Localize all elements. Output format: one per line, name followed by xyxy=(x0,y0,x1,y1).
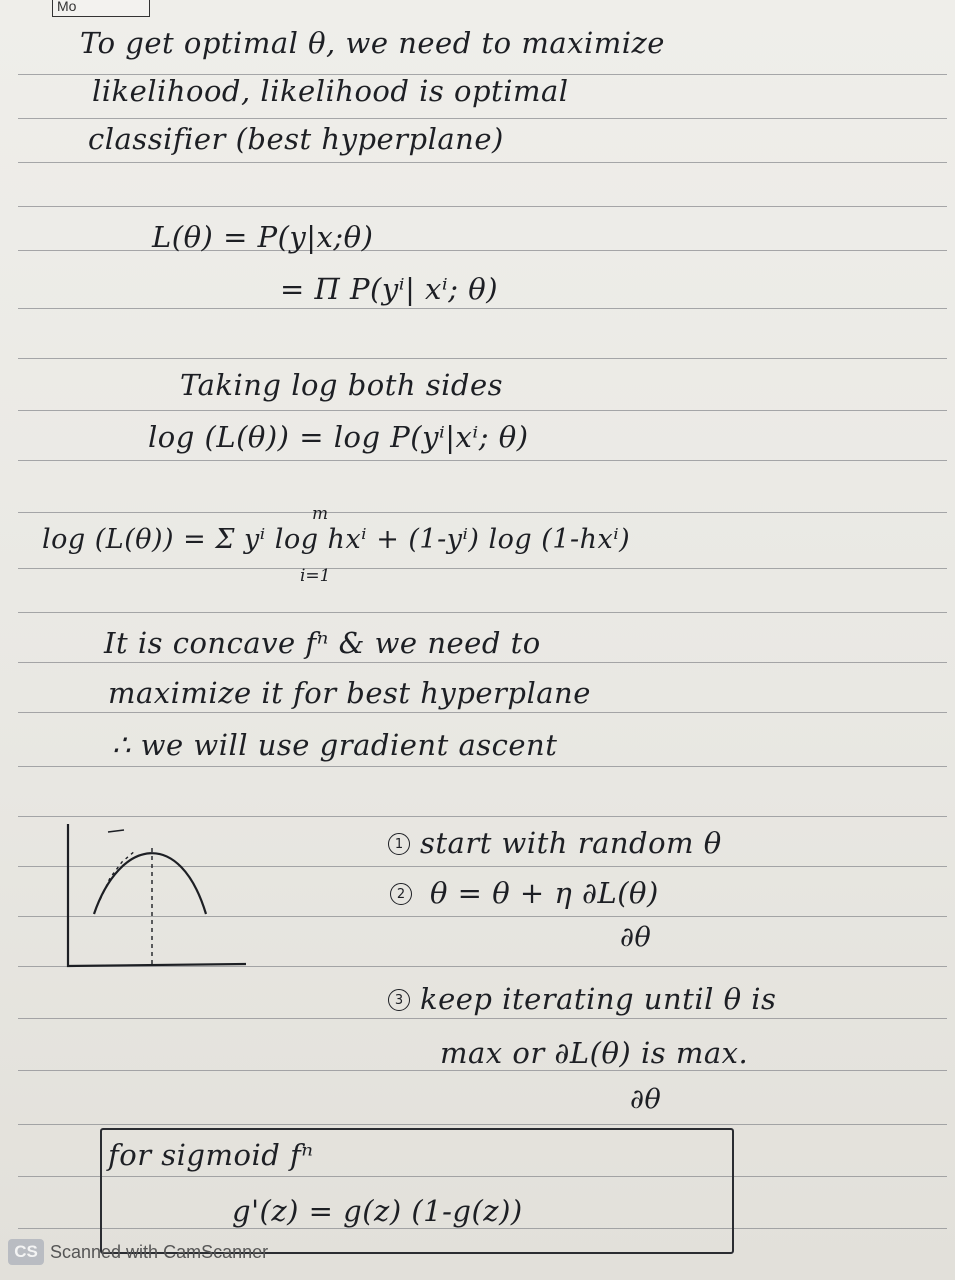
concave-note-1: It is concave fⁿ & we need to xyxy=(104,626,541,660)
sketch-ascent-path xyxy=(100,850,136,900)
concave-note-3: ∴ we will use gradient ascent xyxy=(112,728,558,762)
page-header-box xyxy=(52,0,150,17)
camscanner-watermark xyxy=(8,1238,268,1266)
ruled-line xyxy=(18,766,947,767)
log-eq-1: log (L(θ)) = log P(yⁱ|xⁱ; θ) xyxy=(148,420,529,454)
sketch-tick xyxy=(108,830,124,832)
concave-curve-sketch xyxy=(60,818,250,978)
step-1-text: start with random θ xyxy=(420,826,722,860)
intro-line-3: classifier (best hyperplane) xyxy=(88,122,504,156)
step-2-denominator: ∂θ xyxy=(620,922,652,953)
step-3-number: 3 xyxy=(388,989,410,1011)
step-2-number: 2 xyxy=(390,883,412,905)
ruled-line xyxy=(18,612,947,613)
ruled-line xyxy=(18,118,947,119)
ruled-line xyxy=(18,1018,947,1019)
ruled-line xyxy=(18,512,947,513)
sigmoid-line-1: for sigmoid fⁿ xyxy=(108,1138,314,1172)
sigmoid-box xyxy=(100,1128,734,1254)
step-3-denominator: ∂θ xyxy=(630,1084,662,1115)
intro-line-1: To get optimal θ, we need to maximize xyxy=(80,26,665,60)
ruled-line xyxy=(18,816,947,817)
sketch-axes xyxy=(68,824,246,966)
page-label: Mo xyxy=(57,0,77,14)
ruled-line xyxy=(18,162,947,163)
ruled-line xyxy=(18,410,947,411)
ruled-line xyxy=(18,568,947,569)
sigmoid-derivative: g'(z) = g(z) (1-g(z)) xyxy=(232,1194,523,1228)
step-3-line-2: max or ∂L(θ) is max. xyxy=(440,1036,749,1070)
ruled-line xyxy=(18,1070,947,1071)
ruled-line xyxy=(18,662,947,663)
sketch-curve xyxy=(94,853,206,914)
intro-line-2: likelihood, likelihood is optimal xyxy=(92,74,569,108)
ruled-line xyxy=(18,712,947,713)
ruled-line xyxy=(18,1124,947,1125)
ruled-line xyxy=(18,358,947,359)
likelihood-eq-2: = Π P(yⁱ| xⁱ; θ) xyxy=(280,272,499,306)
watermark-text: Scanned with CamScanner xyxy=(50,1241,269,1262)
step-1-number: 1 xyxy=(388,833,410,855)
likelihood-eq-1: L(θ) = P(y|x;θ) xyxy=(152,220,374,254)
ruled-line xyxy=(18,206,947,207)
camscanner-logo: CS xyxy=(8,1239,44,1265)
step-3-line-1: keep iterating until θ is xyxy=(420,982,777,1016)
sum-upper-limit: m xyxy=(312,504,329,524)
sum-lower-limit: i=1 xyxy=(300,566,331,586)
log-heading: Taking log both sides xyxy=(180,368,504,402)
log-eq-2: log (L(θ)) = Σ yⁱ log hxⁱ + (1-yⁱ) log (1-hxⁱ) xyxy=(42,524,631,555)
step-2-equation: θ = θ + η ∂L(θ) xyxy=(430,876,659,910)
concave-note-2: maximize it for best hyperplane xyxy=(108,676,591,710)
ruled-line xyxy=(18,308,947,309)
ruled-line xyxy=(18,460,947,461)
